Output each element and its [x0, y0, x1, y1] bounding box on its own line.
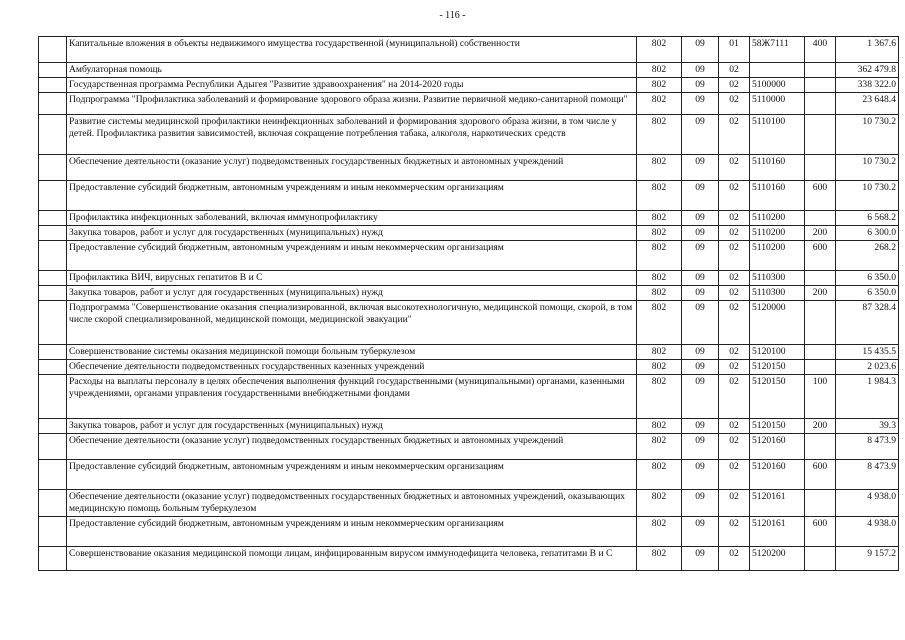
table-row: [39, 547, 899, 571]
blank-cell: [39, 375, 67, 419]
expense-type-code: 600: [805, 241, 836, 271]
amount: 2 023.6: [836, 360, 899, 375]
blank-cell: [39, 434, 67, 460]
table-row: [39, 115, 899, 155]
amount: 362 479.8: [836, 63, 899, 78]
blank-cell: [39, 78, 67, 93]
table-row: [39, 434, 899, 460]
target-article-code: [750, 63, 805, 78]
ministry-code: 802: [637, 301, 682, 345]
section-code: 09: [682, 360, 719, 375]
amount: 10 730.2: [836, 115, 899, 155]
ministry-code: 802: [637, 547, 682, 571]
subsection-code: 02: [719, 115, 750, 155]
table-row: [39, 155, 899, 181]
blank-cell: [39, 211, 67, 226]
target-article-code: 5110000: [750, 93, 805, 115]
expense-type-code: 100: [805, 375, 836, 419]
row-name: Обеспечение деятельности (оказание услуг) подведомственных государственных бюджетных и автономных учреждений, оказывающих медицинскую помощь больным туберкулезом: [67, 490, 637, 517]
row-name: Профилактика инфекционных заболеваний, включая иммунопрофилактику: [67, 211, 637, 226]
section-code: 09: [682, 226, 719, 241]
subsection-code: 02: [719, 301, 750, 345]
blank-cell: [39, 419, 67, 434]
section-code: 09: [682, 286, 719, 301]
ministry-code: 802: [637, 286, 682, 301]
subsection-code: 02: [719, 345, 750, 360]
section-code: 09: [682, 490, 719, 517]
target-article-code: 5110160: [750, 155, 805, 181]
section-code: 09: [682, 155, 719, 181]
table-body: [39, 37, 899, 571]
ministry-code: 802: [637, 419, 682, 434]
expense-type-code: [805, 78, 836, 93]
ministry-code: 802: [637, 181, 682, 211]
row-name: Предоставление субсидий бюджетным, автономным учреждениям и иным некоммерческим организациям: [67, 517, 637, 547]
amount: 6 350.0: [836, 271, 899, 286]
row-name: Совершенствование системы оказания медицинской помощи больным туберкулезом: [67, 345, 637, 360]
table-row: [39, 460, 899, 490]
amount: 6 568.2: [836, 211, 899, 226]
table-row: [39, 211, 899, 226]
target-article-code: 5110300: [750, 286, 805, 301]
amount: 8 473.9: [836, 460, 899, 490]
table-row: [39, 517, 899, 547]
target-article-code: 5120160: [750, 460, 805, 490]
section-code: 09: [682, 37, 719, 63]
expense-type-code: [805, 301, 836, 345]
table-row: [39, 375, 899, 419]
ministry-code: 802: [637, 271, 682, 286]
row-name: Обеспечение деятельности (оказание услуг) подведомственных государственных бюджетных и автономных учреждений: [67, 434, 637, 460]
ministry-code: 802: [637, 115, 682, 155]
blank-cell: [39, 490, 67, 517]
subsection-code: 02: [719, 460, 750, 490]
ministry-code: 802: [637, 63, 682, 78]
blank-cell: [39, 286, 67, 301]
section-code: 09: [682, 78, 719, 93]
table-row: [39, 345, 899, 360]
blank-cell: [39, 93, 67, 115]
ministry-code: 802: [637, 490, 682, 517]
table-row: [39, 286, 899, 301]
ministry-code: 802: [637, 241, 682, 271]
expense-type-code: [805, 271, 836, 286]
table-row: [39, 181, 899, 211]
amount: 87 328.4: [836, 301, 899, 345]
expense-type-code: 600: [805, 517, 836, 547]
ministry-code: 802: [637, 211, 682, 226]
amount: 4 938.0: [836, 517, 899, 547]
subsection-code: 02: [719, 155, 750, 181]
section-code: 09: [682, 460, 719, 490]
row-name: Обеспечение деятельности (оказание услуг) подведомственных государственных бюджетных и автономных учреждений: [67, 155, 637, 181]
subsection-code: 02: [719, 226, 750, 241]
amount: 4 938.0: [836, 490, 899, 517]
blank-cell: [39, 301, 67, 345]
target-article-code: 5120000: [750, 301, 805, 345]
row-name: Развитие системы медицинской профилактики неинфекционных заболеваний и формирования здорового образа жизни, в том числе у детей. Профилактика развития зависимостей, включая сокращение потребления табака, алкоголя, наркотических средств: [67, 115, 637, 155]
budget-table: [38, 36, 899, 571]
section-code: 09: [682, 375, 719, 419]
subsection-code: 02: [719, 490, 750, 517]
section-code: 09: [682, 63, 719, 78]
section-code: 09: [682, 434, 719, 460]
amount: 338 322.0: [836, 78, 899, 93]
row-name: Обеспечение деятельности подведомственных государственных казенных учреждений: [67, 360, 637, 375]
target-article-code: 5120150: [750, 360, 805, 375]
table-row: [39, 241, 899, 271]
blank-cell: [39, 517, 67, 547]
blank-cell: [39, 115, 67, 155]
row-name: Государственная программа Республики Адыгея "Развитие здравоохранения" на 2014-2020 годы: [67, 78, 637, 93]
subsection-code: 02: [719, 78, 750, 93]
ministry-code: 802: [637, 37, 682, 63]
row-name: Предоставление субсидий бюджетным, автономным учреждениям и иным некоммерческим организациям: [67, 460, 637, 490]
target-article-code: 5120200: [750, 547, 805, 571]
section-code: 09: [682, 547, 719, 571]
table-row: [39, 360, 899, 375]
subsection-code: 01: [719, 37, 750, 63]
target-article-code: 5100000: [750, 78, 805, 93]
subsection-code: 02: [719, 517, 750, 547]
subsection-code: 02: [719, 434, 750, 460]
section-code: 09: [682, 345, 719, 360]
table-row: [39, 301, 899, 345]
page-number: - 116 -: [439, 10, 466, 21]
row-name: Предоставление субсидий бюджетным, автономным учреждениям и иным некоммерческим организациям: [67, 181, 637, 211]
blank-cell: [39, 181, 67, 211]
row-name: Закупка товаров, работ и услуг для государственных (муниципальных) нужд: [67, 226, 637, 241]
subsection-code: 02: [719, 375, 750, 419]
section-code: 09: [682, 241, 719, 271]
blank-cell: [39, 271, 67, 286]
expense-type-code: 200: [805, 226, 836, 241]
subsection-code: 02: [719, 63, 750, 78]
ministry-code: 802: [637, 345, 682, 360]
blank-cell: [39, 241, 67, 271]
section-code: 09: [682, 181, 719, 211]
subsection-code: 02: [719, 181, 750, 211]
target-article-code: 5120100: [750, 345, 805, 360]
row-name: Капитальные вложения в объекты недвижимого имущества государственной (муниципальной) собственности: [67, 37, 637, 63]
ministry-code: 802: [637, 434, 682, 460]
target-article-code: 5120150: [750, 375, 805, 419]
blank-cell: [39, 460, 67, 490]
ministry-code: 802: [637, 78, 682, 93]
amount: 39.3: [836, 419, 899, 434]
row-name: Закупка товаров, работ и услуг для государственных (муниципальных) нужд: [67, 286, 637, 301]
row-name: Амбулаторная помощь: [67, 63, 637, 78]
section-code: 09: [682, 419, 719, 434]
ministry-code: 802: [637, 460, 682, 490]
row-name: Совершенствование оказания медицинской помощи лицам, инфицированным вирусом иммунодефицита человека, гепатитами В и С: [67, 547, 637, 571]
subsection-code: 02: [719, 271, 750, 286]
target-article-code: 5110200: [750, 241, 805, 271]
table-row: [39, 490, 899, 517]
amount: 6 300.0: [836, 226, 899, 241]
amount: 15 435.5: [836, 345, 899, 360]
subsection-code: 02: [719, 93, 750, 115]
amount: 6 350.0: [836, 286, 899, 301]
amount: 268.2: [836, 241, 899, 271]
ministry-code: 802: [637, 226, 682, 241]
section-code: 09: [682, 301, 719, 345]
expense-type-code: 200: [805, 419, 836, 434]
table-row: [39, 419, 899, 434]
blank-cell: [39, 360, 67, 375]
target-article-code: 5110200: [750, 211, 805, 226]
blank-cell: [39, 37, 67, 63]
section-code: 09: [682, 517, 719, 547]
expense-type-code: [805, 434, 836, 460]
blank-cell: [39, 547, 67, 571]
expense-type-code: 600: [805, 181, 836, 211]
table-row: [39, 226, 899, 241]
subsection-code: 02: [719, 211, 750, 226]
expense-type-code: [805, 211, 836, 226]
target-article-code: 5120160: [750, 434, 805, 460]
target-article-code: 5110200: [750, 226, 805, 241]
amount: 9 157.2: [836, 547, 899, 571]
expense-type-code: [805, 155, 836, 181]
section-code: 09: [682, 115, 719, 155]
ministry-code: 802: [637, 360, 682, 375]
section-code: 09: [682, 271, 719, 286]
ministry-code: 802: [637, 375, 682, 419]
section-code: 09: [682, 93, 719, 115]
row-name: Профилактика ВИЧ, вирусных гепатитов В и С: [67, 271, 637, 286]
amount: 10 730.2: [836, 181, 899, 211]
expense-type-code: [805, 345, 836, 360]
expense-type-code: [805, 490, 836, 517]
blank-cell: [39, 345, 67, 360]
expense-type-code: [805, 93, 836, 115]
amount: 1 984.3: [836, 375, 899, 419]
target-article-code: 5120150: [750, 419, 805, 434]
blank-cell: [39, 155, 67, 181]
amount: 10 730.2: [836, 155, 899, 181]
amount: 23 648.4: [836, 93, 899, 115]
expense-type-code: 600: [805, 460, 836, 490]
ministry-code: 802: [637, 155, 682, 181]
section-code: 09: [682, 211, 719, 226]
subsection-code: 02: [719, 241, 750, 271]
table-row: [39, 93, 899, 115]
row-name: Подпрограмма "Профилактика заболеваний и формирование здорового образа жизни. Развитие первичной медико-санитарной помощи": [67, 93, 637, 115]
target-article-code: 5110160: [750, 181, 805, 211]
target-article-code: 5120161: [750, 517, 805, 547]
target-article-code: 58Ж7111: [750, 37, 805, 63]
expense-type-code: [805, 63, 836, 78]
row-name: Расходы на выплаты персоналу в целях обеспечения выполнения функций государственными (муниципальными) органами, казенными учреждениями, органами управления государственными внебюджетными фондами: [67, 375, 637, 419]
table-row: [39, 78, 899, 93]
amount: 8 473.9: [836, 434, 899, 460]
expense-type-code: 200: [805, 286, 836, 301]
amount: 1 367.6: [836, 37, 899, 63]
target-article-code: 5110300: [750, 271, 805, 286]
subsection-code: 02: [719, 547, 750, 571]
subsection-code: 02: [719, 419, 750, 434]
table-row: [39, 271, 899, 286]
blank-cell: [39, 63, 67, 78]
target-article-code: 5110100: [750, 115, 805, 155]
ministry-code: 802: [637, 93, 682, 115]
blank-cell: [39, 226, 67, 241]
table-row: [39, 63, 899, 78]
expense-type-code: [805, 360, 836, 375]
target-article-code: 5120161: [750, 490, 805, 517]
expense-type-code: 400: [805, 37, 836, 63]
expense-type-code: [805, 115, 836, 155]
row-name: Подпрограмма "Совершенствование оказания специализированной, включая высокотехнологичную, медицинской помощи, скорой, в том числе скорой специализированной, медицинской помощи, медицинской эвакуации": [67, 301, 637, 345]
row-name: Предоставление субсидий бюджетным, автономным учреждениям и иным некоммерческим организациям: [67, 241, 637, 271]
row-name: Закупка товаров, работ и услуг для государственных (муниципальных) нужд: [67, 419, 637, 434]
table-row: [39, 37, 899, 63]
subsection-code: 02: [719, 360, 750, 375]
expense-type-code: [805, 547, 836, 571]
ministry-code: 802: [637, 517, 682, 547]
subsection-code: 02: [719, 286, 750, 301]
